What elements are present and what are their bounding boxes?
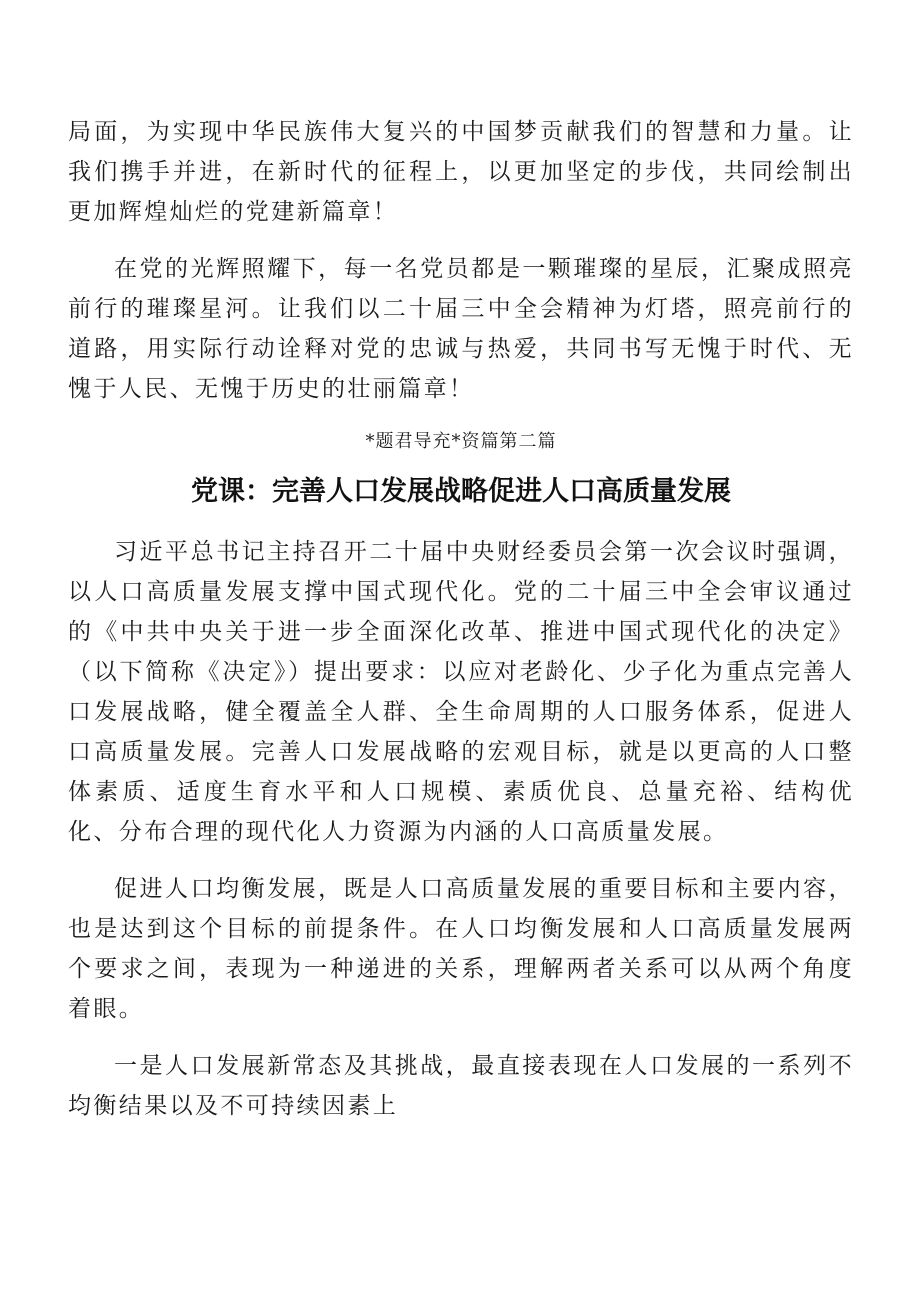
section-label: *题君导充*资篇第二篇 <box>365 431 557 452</box>
document-title: 党课：完善人口发展战略促进人口高质量发展 <box>191 476 731 507</box>
paragraph: 习近平总书记主持召开二十届中央财经委员会第一次会议时强调，以人口高质量发展支撑中国式现代化。党的二十届三中全会审议通过的《中共中央关于进一步全面深化改革、推进中国式现代化的决定》（以下简称《决定》）提出要求：以应对老龄化、少子化为重点完善人口发展战略，健全覆盖全人群、全生命周期的人口服务体系，促进人口高质量发展。完善人口发展战略的宏观目标，就是以更高的人口整体素质、适度生育水平和人口规模、素质优良、总量充裕、结构优化、分布合理的现代化人力资源为内涵的人口高质量发展。 <box>68 539 854 845</box>
paragraph-continuation: 局面，为实现中华民族伟大复兴的中国梦贡献我们的智慧和力量。让我们携手并进，在新时代的征程上，以更加坚定的步伐，共同绘制出更加辉煌灿烂的党建新篇章！ <box>68 119 854 225</box>
paragraph: 在党的光辉照耀下，每一名党员都是一颗璀璨的星辰，汇聚成照亮前行的璀璨星河。让我们以二十届三中全会精神为灯塔，照亮前行的道路，用实际行动诠释对党的忠诚与热爱，共同书写无愧于时代、无愧于人民、无愧于历史的壮丽篇章！ <box>68 256 854 402</box>
paragraph: 促进人口均衡发展，既是人口高质量发展的重要目标和主要内容，也是达到这个目标的前提条件。在人口均衡发展和人口高质量发展两个要求之间，表现为一种递进的关系，理解两者关系可以从两个角度着眼。 <box>68 876 854 1022</box>
paragraph: 一是人口发展新常态及其挑战，最直接表现在人口发展的一系列不均衡结果以及不可持续因素上 <box>68 1053 854 1119</box>
document-body <box>68 112 854 1143</box>
